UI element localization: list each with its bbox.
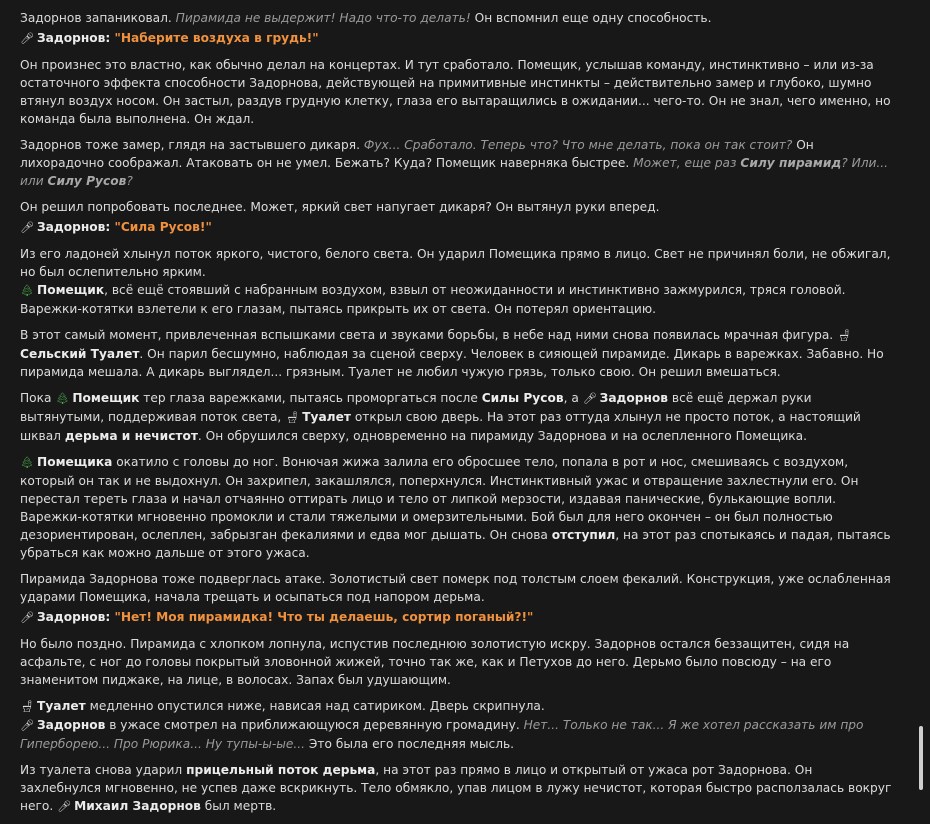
microphone-icon: 🎤︎ <box>20 719 34 732</box>
story-paragraph: Он решил попробовать последнее. Может, яркий свет напугает дикаря? Он вытянул руки вперед. 🎤︎ Задорнов: "Сила Русов!" <box>20 198 896 237</box>
story-paragraph: Пока 🌲︎ Помещик тер глаза варежками, пытаясь проморгаться после Силы Русов, а 🎤︎ Задорнов всё ещё держал руки вытянутыми, поддерживая поток света, 🚽︎ Туалет открыл свою дверь. На этот раз оттуда хлынул не просто поток, а настоящий шквал дерьма и нечистот. Он обрушился сверху, одновременно на пирамиду Задорнова и на ослепленного Помещика. <box>20 391 861 443</box>
story-paragraph: 🚽︎ Туалет медленно опустился ниже, нависая над сатириком. Дверь скрипнула. 🎤︎ Задорнов в ужасе смотрел на приближающуюся деревянную громадину. Нет... Только не так... Я же хотел рассказать им про Гиперборею... Про Рюрика... Ну тупы-ы-ые... Это была его последняя мысль. <box>20 699 864 751</box>
microphone-icon: 🎤︎ <box>20 611 34 624</box>
inner-thought: Пирамида не выдержит! Надо что-то делать! <box>175 11 471 25</box>
dialogue-line: 🎤︎ Задорнов: "Сила Русов!" <box>20 218 896 237</box>
story-paragraph: Из туалета снова ударил прицельный поток дерьма, на этот раз прямо в лицо и открытый от ужаса рот Задорнова. Он захлебнулся мгновенно, не успев даже вскрикнуть. Тело обмякло, упав лицом в лужу нечистот, которая быстро расползалась вокруг него. 🎤︎ Михаил Задорнов был мертв. <box>20 761 896 816</box>
microphone-icon: 🎤︎ <box>582 392 597 405</box>
speaker-name: Задорнов <box>37 31 106 45</box>
toilet-icon: 🚽︎ <box>285 411 300 424</box>
dialogue-line: 🎤︎ Задорнов: "Нет! Моя пирамидка! Что ты делаешь, сортир поганый?!" <box>20 608 896 627</box>
tree-icon: 🌲︎ <box>55 392 70 405</box>
story-paragraph: Задорнов тоже замер, глядя на застывшего дикаря. Фух... Сработало. Теперь что? Что мне делать, пока он так стоит? Он лихорадочно соображал. Атаковать он не умел. Бежать? Куда? Помещик наверняка быстрее. Может, еще раз Силу пирамид? Или... или Силу Русов? <box>20 138 889 188</box>
toilet-icon: 🚽︎ <box>20 700 34 713</box>
story-paragraph: В этот самый момент, привлеченная вспышками света и звуками борьбы, в небе над ними снова появилась мрачная фигура. 🚽︎Сельский Туалет. Он парил бесшумно, наблюдая за сценой сверху. Человек в сияющей пирамиде. Дикарь в варежках. Забавно. Но пирамида мешала. А дикарь выглядел... грязным. Туалет не любил чужую грязь, только свою. Он решил вмешаться. <box>20 328 884 379</box>
dialogue-line: 🎤︎ Задорнов: "Наберите воздуха в грудь!" <box>20 29 896 48</box>
story-paragraph: Задорнов запаниковал. Пирамида не выдержит! Надо что-то делать! Он вспомнил еще одну способность. 🎤︎ Задорнов: "Наберите воздуха в грудь!" <box>20 9 896 48</box>
toilet-icon: 🚽︎ <box>837 329 852 342</box>
story-paragraph: Из его ладоней хлынул поток яркого, чистого, белого света. Он ударил Помещика прямо в лицо. Свет не причинял боли, не обжигал, но был ослепительно ярким. 🌲︎ Помещик, всё ещё стоявший с набранным воздухом, взвыл от неожиданности и инстинктивно зажмурился, тряся головой. Варежки-котятки взлетели к его глазам, пытаясь прикрыть их от света. Он потерял ориентацию. <box>20 247 891 316</box>
microphone-icon: 🎤︎ <box>57 800 72 813</box>
microphone-icon: 🎤︎ <box>20 221 34 234</box>
microphone-icon: 🎤︎ <box>20 32 34 45</box>
story-log <box>20 0 896 824</box>
story-paragraph: Пирамида Задорнова тоже подверглась атаке. Золотистый свет померк под толстым слоем фекалий. Конструкция, уже ослабленная ударами Помещика, начала трещать и осыпаться под напором дерьма. 🎤︎ Задорнов: "Нет! Моя пирамидка! Что ты делаешь, сортир поганый?!" <box>20 570 896 627</box>
story-paragraph: 🌲︎ Помещика окатило с головы до ног. Вонючая жижа залила его обросшее тело, попала в рот и нос, смешиваясь с воздухом, который он так и не выдохнул. Он захрипел, закашлялся, поперхнулся. Инстинктивный ужас и отвращение захлестнули его. Он перестал тереть глаза и начал отчаянно оттирать лицо и тело от липкой мерзости, издавая панические, булькающие вопли. Варежки-котятки мгновенно промокли и стали тяжелыми и омерзительными. Бой был для него окончен – он был полностью дезориентирован, ослеплен, забрызган фекалиями и едва мог дышать. Он снова отступил, на этот раз спотыкаясь и падая, пытаясь убраться как можно дальше от этого ужаса. <box>20 455 891 560</box>
scrollbar-thumb[interactable] <box>919 726 923 790</box>
tree-icon: 🌲︎ <box>20 456 34 469</box>
tree-icon: 🌲︎ <box>20 284 34 297</box>
dialogue-quote: "Наберите воздуха в грудь!" <box>114 31 319 45</box>
story-paragraph: Он произнес это властно, как обычно делал на концертах. И тут сработало. Помещик, услышав команду, инстинктивно – или из-за остаточного эффекта способности Задорнова, действующей на примитивные инстинкты – действительно замер и глубоко, шумно втянул воздух носом. Он застыл, раздув грудную клетку, глаза его вытаращились в ожидании... чего-то. Он не знал, чего именно, но команда была выполнена. Он ждал. <box>20 58 891 126</box>
story-paragraph: Но было поздно. Пирамида с хлопком лопнула, испустив последнюю золотистую искру. Задорнов остался беззащитен, сидя на асфальте, с ног до головы покрытый зловонной жижей, точно так же, как и Петухов до него. Дерьмо было повсюду – на его знаменитом пиджаке, на лице, в волосах. Запах был удушающим. <box>20 637 850 687</box>
